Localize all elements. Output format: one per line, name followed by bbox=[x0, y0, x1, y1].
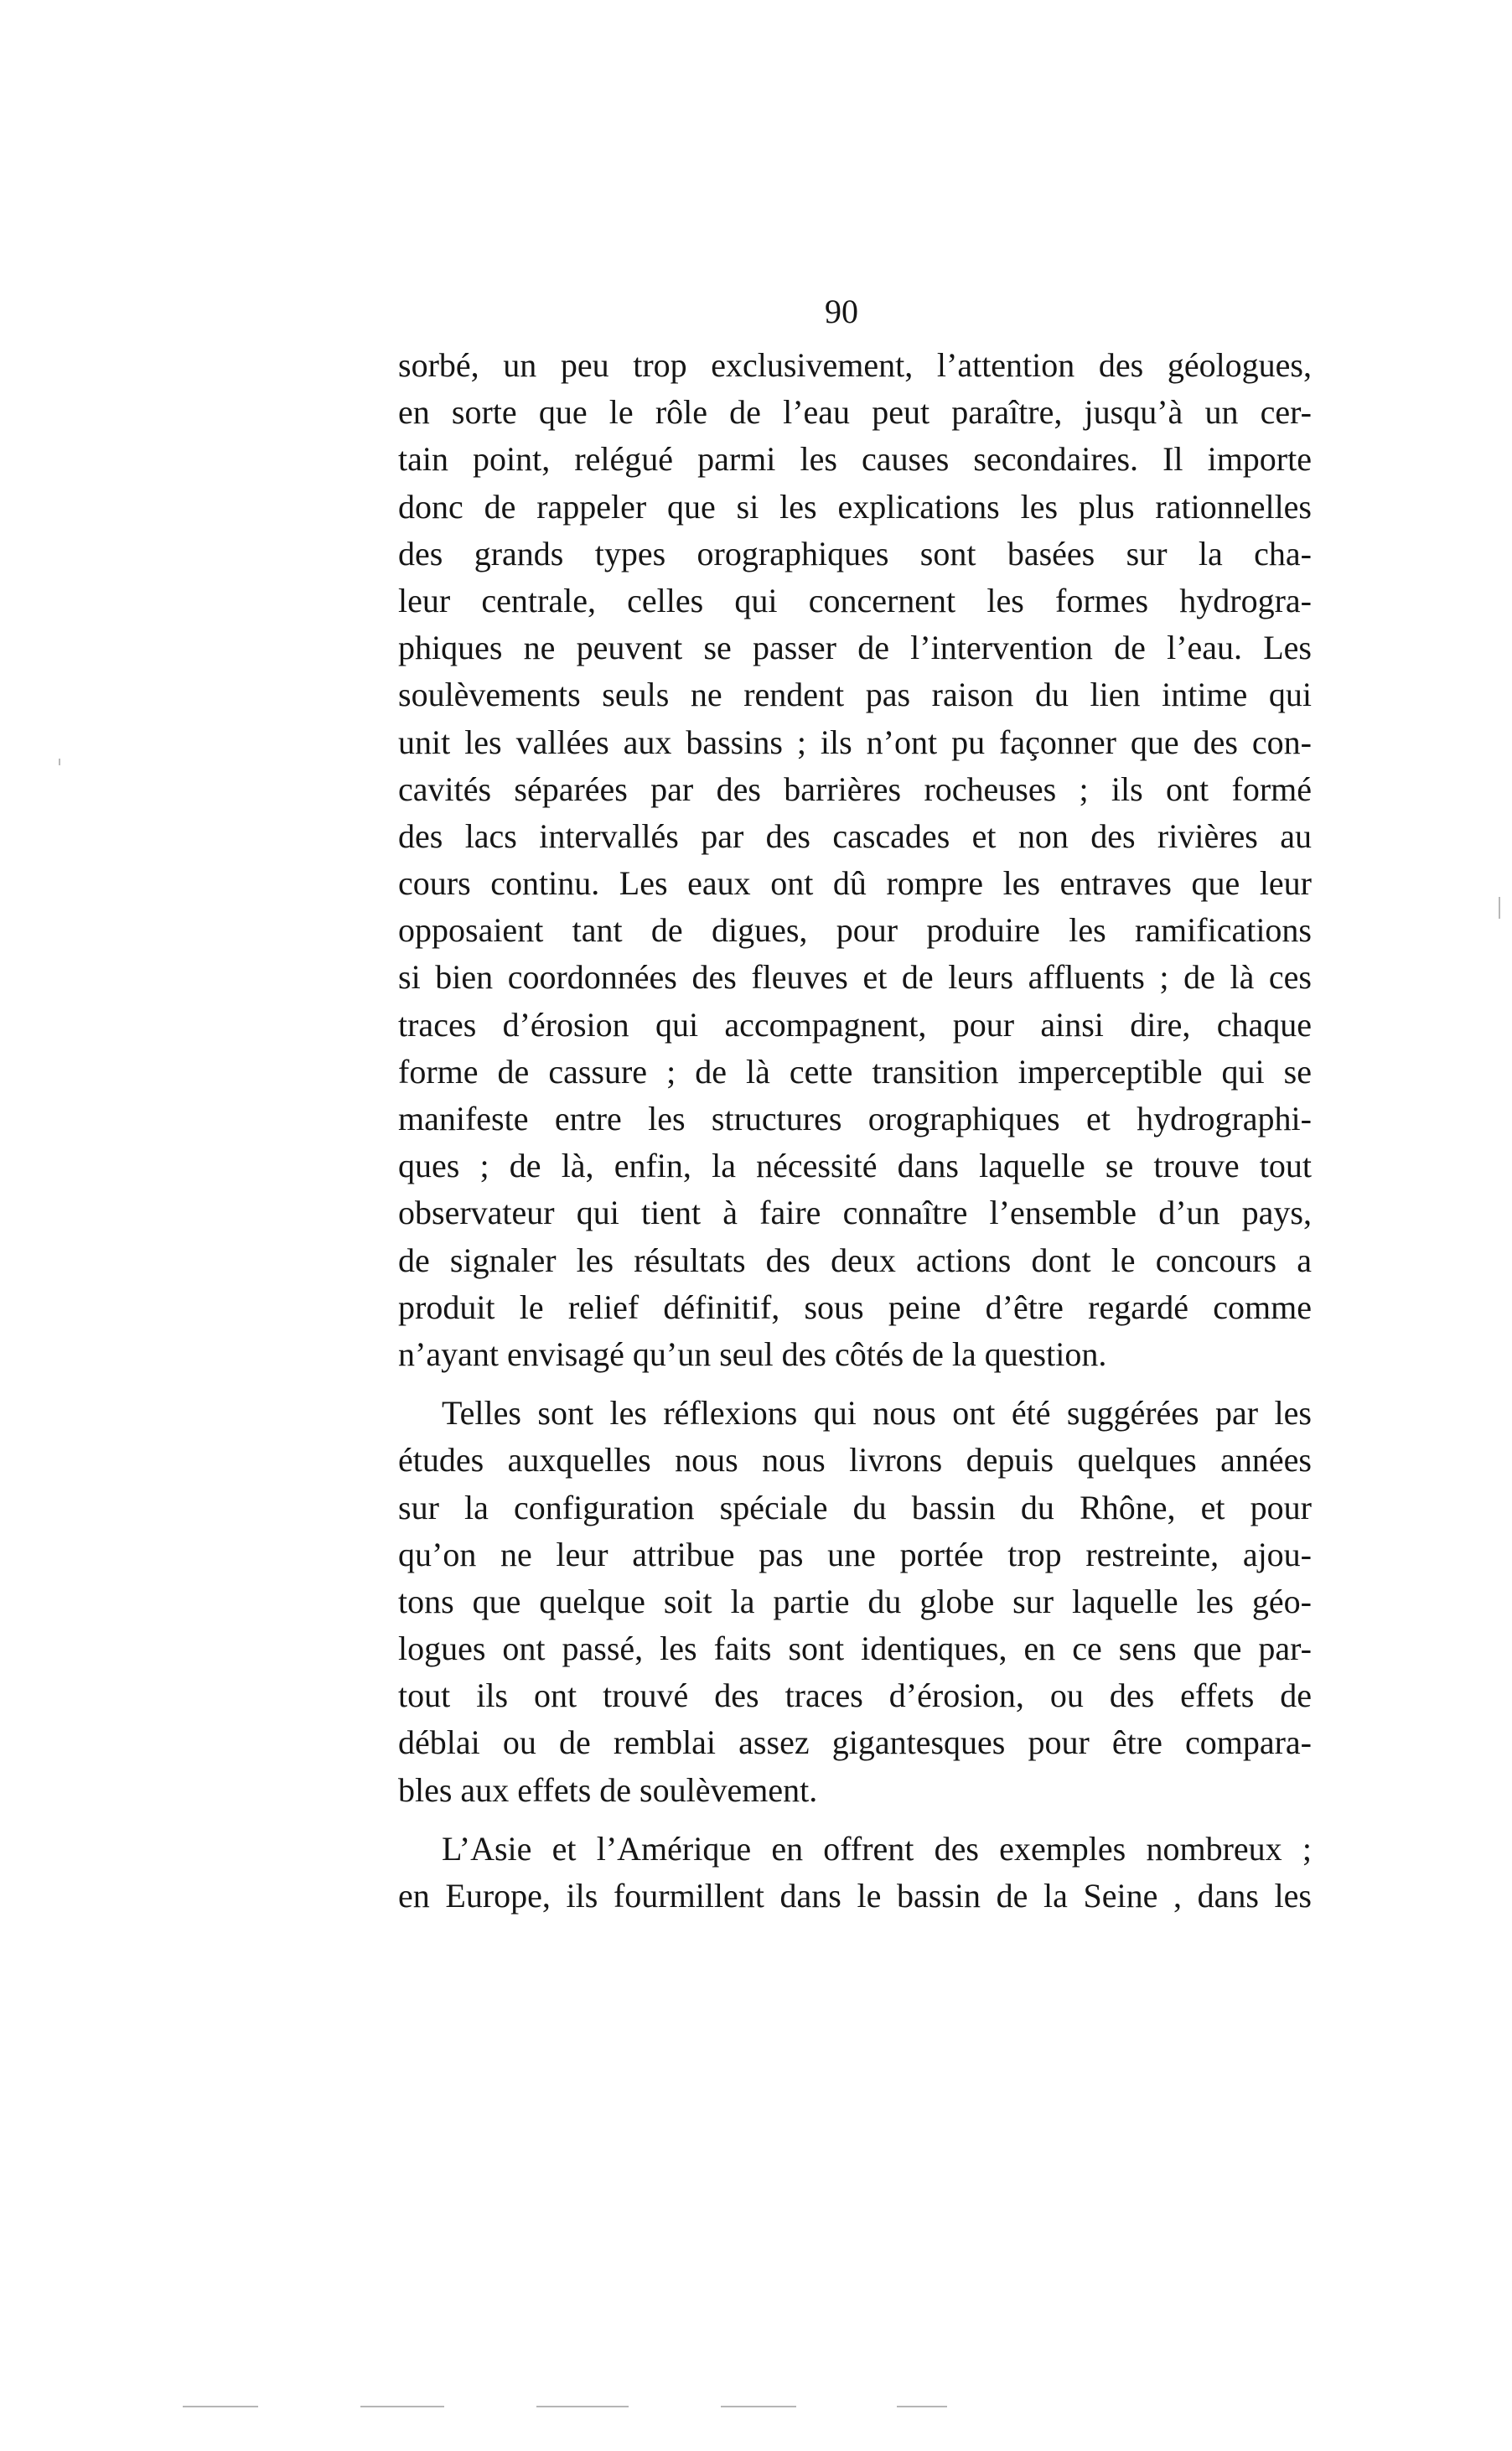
page-number: 90 bbox=[825, 293, 858, 330]
body-text bbox=[398, 342, 1312, 1920]
text-line: phiques ne peuvent se passer de l’intervention de l’eau. Les bbox=[398, 629, 1312, 667]
text-line: opposaient tant de digues, pour produire les ramifications bbox=[398, 911, 1312, 950]
text-line: en sorte que le rôle de l’eau peut paraître, jusqu’à un cer- bbox=[398, 393, 1312, 432]
text-line: traces d’érosion qui accompagnent, pour ainsi dire, chaque bbox=[398, 1005, 1312, 1044]
text-line: soulèvements seuls ne rendent pas raison du lien intime qui bbox=[398, 676, 1312, 714]
text-line: études auxquelles nous nous livrons depuis quelques années bbox=[398, 1441, 1312, 1479]
text-line: si bien coordonnées des fleuves et de leurs affluents ; de là ces bbox=[398, 958, 1312, 997]
text-line: sur la configuration spéciale du bassin du Rhône, et pour bbox=[398, 1488, 1312, 1526]
footer-rule-5 bbox=[897, 2406, 947, 2407]
text-line: observateur qui tient à faire connaître l’ensemble d’un pays, bbox=[398, 1194, 1312, 1232]
footer-rule-3 bbox=[536, 2406, 629, 2407]
text-line: déblai ou de remblai assez gigantesques pour être compara- bbox=[398, 1723, 1312, 1762]
text-line: leur centrale, celles qui concernent les formes hydrogra- bbox=[398, 581, 1312, 619]
footer-rule-4 bbox=[721, 2406, 796, 2407]
text-line: ques ; de là, enfin, la nécessité dans laquelle se trouve tout bbox=[398, 1147, 1312, 1185]
text-line: forme de cassure ; de là cette transition imperceptible qui se bbox=[398, 1052, 1312, 1091]
text-line: cavités séparées par des barrières rocheuses ; ils ont formé bbox=[398, 770, 1312, 808]
text-line: tout ils ont trouvé des traces d’érosion, ou des effets de bbox=[398, 1676, 1312, 1715]
text-line: logues ont passé, les faits sont identiques, en ce sens que par- bbox=[398, 1630, 1312, 1668]
text-line: de signaler les résultats des deux actions dont le concours a bbox=[398, 1241, 1312, 1279]
text-line: donc de rappeler que si les explications les plus rationnelles bbox=[398, 487, 1312, 526]
text-line: bles aux effets de soulèvement. bbox=[398, 1770, 818, 1809]
footer-rule-1 bbox=[183, 2406, 258, 2407]
left-margin-mark bbox=[59, 759, 60, 765]
text-line: qu’on ne leur attribue pas une portée trop restreinte, ajou- bbox=[398, 1535, 1312, 1573]
text-line: L’Asie et l’Amérique en offrent des exemples nombreux ; bbox=[442, 1829, 1312, 1868]
text-line: tons que quelque soit la partie du globe sur laquelle les géo- bbox=[398, 1582, 1312, 1620]
text-line: manifeste entre les structures orographiques et hydrographi- bbox=[398, 1100, 1312, 1137]
text-line: unit les vallées aux bassins ; ils n’ont pu façonner que des con- bbox=[398, 723, 1312, 761]
text-line: des grands types orographiques sont basées sur la cha- bbox=[398, 534, 1312, 573]
text-line: tain point, relégué parmi les causes secondaires. Il importe bbox=[398, 440, 1312, 479]
text-line: cours continu. Les eaux ont dû rompre les entraves que leur bbox=[398, 864, 1312, 903]
text-line: en Europe, ils fourmillent dans le bassin de la Seine , dans les bbox=[398, 1877, 1312, 1915]
paragraph bbox=[398, 342, 1312, 1378]
right-margin-mark bbox=[1499, 897, 1500, 919]
text-line: produit le relief définitif, sous peine d’être regardé comme bbox=[398, 1288, 1312, 1326]
text-line: Telles sont les réflexions qui nous ont été suggérées par les bbox=[442, 1394, 1312, 1433]
paragraph bbox=[398, 1826, 1312, 1920]
paragraph bbox=[398, 1390, 1312, 1814]
footer-rule-2 bbox=[360, 2406, 444, 2407]
text-line: des lacs intervallés par des cascades et non des rivières au bbox=[398, 816, 1312, 855]
text-line: n’ayant envisagé qu’un seul des côtés de la question. bbox=[398, 1334, 1107, 1373]
text-line: sorbé, un peu trop exclusivement, l’attention des géologues, bbox=[398, 346, 1312, 384]
